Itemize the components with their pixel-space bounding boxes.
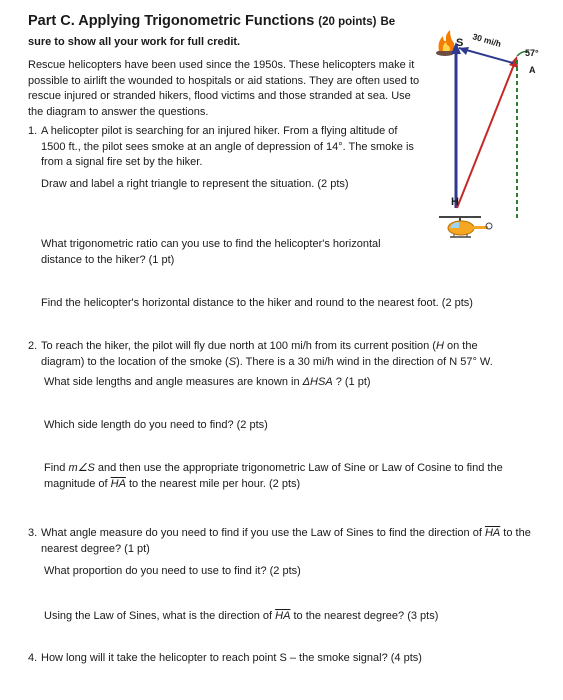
angle-label: 57° — [525, 48, 539, 58]
q3-number: 3. — [28, 527, 38, 539]
q2-prompt-b: on the diagram) to the location of the smoke ( — [41, 340, 478, 368]
q3b-segment: $\overline{HA}$ — [275, 610, 291, 622]
q3b-post: to the nearest degree? (3 pts) — [290, 610, 439, 622]
q2c-mid: and then use the appropriate trigonometric Law of Sine or Law of Cosine to find the magnitude of — [44, 462, 503, 490]
ha-vector-line — [457, 62, 515, 208]
q3-segment: $\overline{HA}$ — [484, 527, 501, 539]
label-a: A — [529, 65, 536, 75]
fire-icon — [436, 30, 454, 56]
q3-prompt — [41, 526, 536, 557]
q4-number: 4. — [28, 652, 38, 664]
q3a-text: What proportion do you need to use to find it? (2 pts) — [44, 565, 301, 577]
q2-prompt-h: H — [435, 340, 444, 352]
q3b-text — [44, 609, 524, 625]
q2a-pre: What side lengths and angle measures are known in — [44, 376, 303, 388]
intro-paragraph: Rescue helicopters have been used since the 1950s. These helicopters make it possible to airlift the wounded to hospitals or aid stations. They are often used to rescue injured or stranded hikers, flood victims and those stranded at sea. Use the diagram to answer the questions. — [28, 59, 420, 118]
wind-speed-label: 30 mi/h — [471, 31, 503, 49]
label-s: S — [456, 37, 464, 49]
q2c-text — [44, 461, 534, 492]
helicopter-icon — [439, 217, 492, 237]
label-h: H — [451, 196, 459, 208]
q2-number: 2. — [28, 340, 38, 352]
title-text: Part C. Applying Trigonometric Functions — [28, 13, 315, 29]
q1-number: 1. — [28, 125, 38, 137]
q2-prompt — [41, 339, 521, 370]
q3-prompt-pre: What angle measure do you need to find if you use the Law of Sines to find the direction of — [41, 527, 485, 539]
q2-prompt-c: ). There is a 30 mi/h wind in the direction of N 57° W. — [236, 355, 493, 368]
q2-prompt-a: To reach the hiker, the pilot will fly due north at 100 mi/h from its current position ( — [41, 340, 436, 352]
vector-diagram — [425, 20, 560, 250]
q4-prompt: How long will it take the helicopter to reach point S – the smoke signal? (4 pts) — [41, 652, 422, 664]
q1b-text: What trigonometric ratio can you use to find the helicopter's horizontal distance to the hiker? (1 pt) — [41, 238, 381, 266]
q2c-post: to the nearest mile per hour. (2 pts) — [125, 477, 301, 490]
q1a-text: Draw and label a right triangle to represent the situation. (2 pts) — [41, 178, 349, 190]
q1c-text: Find the helicopter's horizontal distance to the hiker and round to the nearest foot. (2 pts) — [41, 297, 473, 309]
page-title — [28, 12, 423, 52]
q2a-text — [44, 375, 514, 391]
q2c-pre: Find — [44, 462, 69, 474]
q1-prompt: A helicopter pilot is searching for an injured hiker. From a flying altitude of 1500 ft., the pilot sees smoke at an angle of depression of 14°. The smoke is from a signal fire set by the hiker. — [41, 125, 414, 168]
q2a-triangle: ΔHSA — [302, 376, 333, 388]
q2b-text: Which side length do you need to find? (2 pts) — [44, 419, 268, 431]
q2a-post: ? (1 pt) — [332, 376, 371, 388]
title-tail: Be — [380, 16, 396, 28]
q2c-angle: m∠S — [68, 462, 95, 474]
q3b-pre: Using the Law of Sines, what is the direction of — [44, 610, 276, 622]
q2c-segment: $\overline{HA}$ — [110, 477, 126, 490]
q3-prompt-post: to the nearest degree? (1 pt) — [41, 527, 531, 555]
subtitle: sure to show all your work for full credit. — [28, 36, 241, 48]
q2-prompt-s: S — [228, 355, 237, 368]
title-points: (20 points) — [318, 16, 377, 28]
